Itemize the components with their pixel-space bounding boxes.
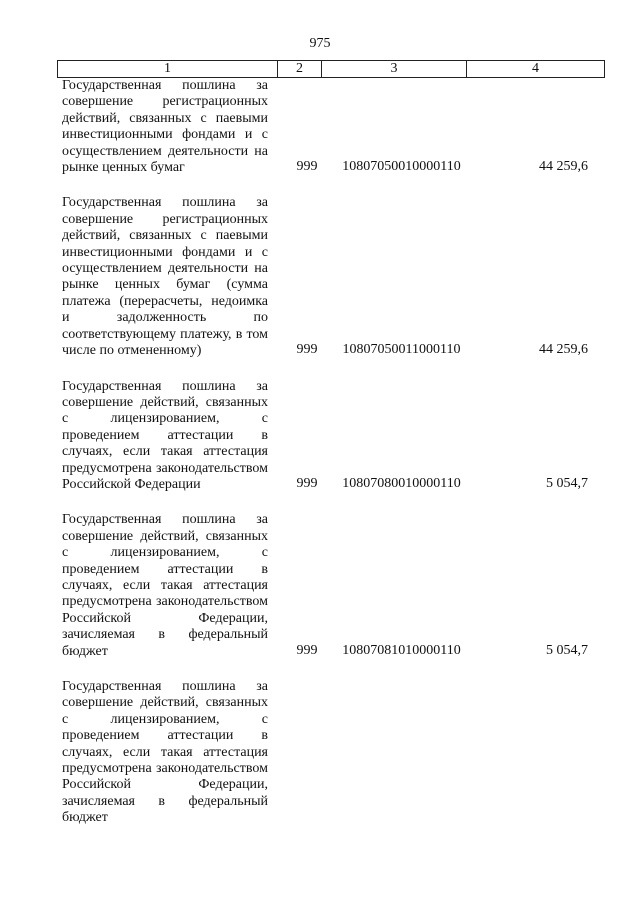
table-body — [57, 78, 604, 827]
table-row — [57, 679, 604, 827]
table-row — [57, 512, 604, 660]
row-admin-code: 999 — [296, 342, 318, 358]
row-admin-code: 999 — [296, 642, 318, 658]
page-number: 975 — [309, 36, 331, 51]
row-kbk-code: 10807080010000110 — [342, 475, 461, 491]
table-row — [57, 195, 604, 359]
header-col-2: 2 — [278, 61, 322, 78]
row-admin-code: 999 — [296, 159, 318, 175]
row-description: Государственная пошлина за совершение действий, связанных с лицензированием, с проведением аттестации в случаях, если такая аттестация предусмотрена законодательством Российской Федерации — [62, 378, 268, 492]
table-header — [57, 60, 605, 78]
row-description: Государственная пошлина за совершение регистрационных действий, связанных с паевыми инвестиционными фондами и с осуществлением деятельности на рынке ценных бумаг (сумма платежа (перерасчеты, недоимка и задолженность по соответствующему платежу, в том числе по отмененному) — [62, 195, 268, 359]
header-row — [58, 61, 605, 78]
row-description: Государственная пошлина за совершение действий, связанных с лицензированием, с проведением аттестации в случаях, если такая аттестация предусмотрена законодательством Российской Федерации, зачисляемая в федеральный бюджет — [62, 679, 268, 826]
table-row — [57, 379, 604, 494]
row-description: Государственная пошлина за совершение действий, связанных с лицензированием, с проведением аттестации в случаях, если такая аттестация предусмотрена законодательством Российской Федерации, зачисляемая в федеральный бюджет — [62, 512, 268, 659]
row-description: Государственная пошлина за совершение регистрационных действий, связанных с паевыми инвестиционными фондами и с осуществлением деятельности на рынке ценных бумаг — [62, 78, 268, 176]
header-col-3: 3 — [322, 61, 467, 78]
row-admin-code: 999 — [296, 475, 318, 491]
header-col-4: 4 — [467, 61, 605, 78]
row-amount: 5 054,7 — [546, 475, 588, 491]
row-kbk-code: 10807050010000110 — [342, 159, 461, 175]
header-col-1: 1 — [58, 61, 278, 78]
row-kbk-code: 10807050011000110 — [342, 342, 461, 358]
row-amount: 44 259,6 — [539, 342, 588, 358]
row-amount: 44 259,6 — [539, 159, 588, 175]
table-row — [57, 78, 604, 176]
row-amount: 5 054,7 — [546, 642, 588, 658]
row-kbk-code: 10807081010000110 — [342, 642, 461, 658]
